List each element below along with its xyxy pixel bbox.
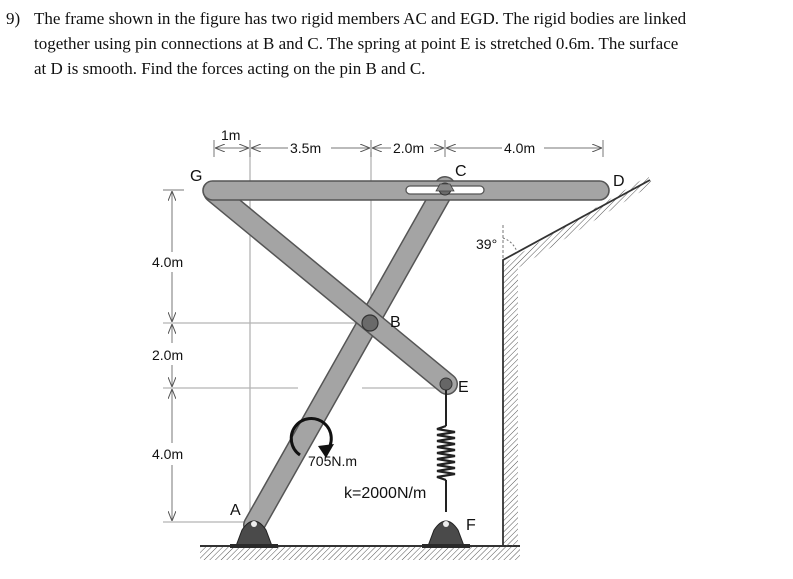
- point-g-label: G: [190, 168, 203, 185]
- pin-e: [440, 378, 452, 390]
- right-wall: [503, 176, 653, 546]
- dim-top-1m: 1m: [221, 127, 241, 143]
- member-ge: [214, 192, 447, 384]
- point-e-label: E: [458, 379, 469, 396]
- angle-arc: [503, 238, 517, 252]
- spring: [437, 390, 455, 512]
- support-f: [422, 521, 470, 548]
- point-c-label: C: [455, 163, 467, 180]
- problem-line-2: together using pin connections at B and C. The spring at point E is stretched 0.6m. The surface: [34, 34, 679, 53]
- problem-line-1: The frame shown in the figure has two rigid members AC and EGD. The rigid bodies are linked: [34, 9, 687, 28]
- moment-label: 705N.m: [308, 453, 358, 469]
- point-f-label: F: [466, 517, 476, 534]
- point-b-label: B: [390, 314, 401, 331]
- pin-b: [362, 315, 378, 331]
- dim-top-3-5m: 3.5m: [290, 140, 322, 156]
- point-a-label: A: [230, 502, 241, 519]
- problem-number: 9): [6, 9, 21, 28]
- dim-top-2-0m: 2.0m: [393, 140, 425, 156]
- point-d-label: D: [613, 173, 625, 190]
- angle-label: 39°: [476, 236, 498, 252]
- dim-left-2-0m: 2.0m: [152, 347, 184, 363]
- support-a: [230, 521, 278, 548]
- dim-left-4-0m-upper: 4.0m: [152, 254, 184, 270]
- spring-constant-label: k=2000N/m: [344, 485, 427, 502]
- dim-left-4-0m-lower: 4.0m: [152, 446, 184, 462]
- ground-hatch: [200, 546, 520, 560]
- problem-line-3: at D is smooth. Find the forces acting on the pin B and C.: [34, 59, 426, 78]
- dim-top-4-0m: 4.0m: [504, 140, 536, 156]
